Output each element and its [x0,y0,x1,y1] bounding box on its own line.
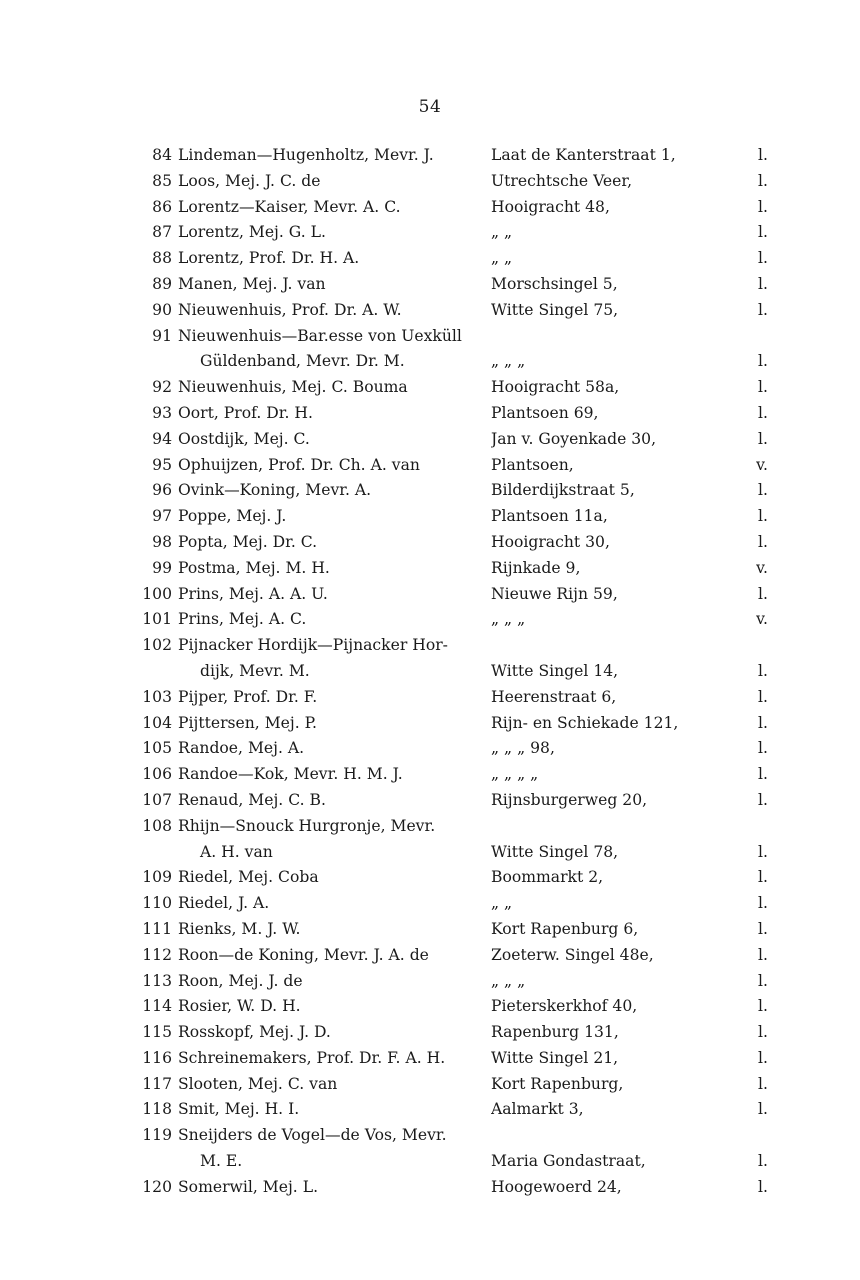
list-item [138,1123,778,1175]
list-item [138,195,778,221]
entry-name-cell [178,220,491,246]
list-item [138,1020,778,1046]
list-item [138,324,778,376]
entry-status: l. [758,687,768,706]
list-item [138,943,778,969]
list-item [138,1046,778,1072]
entry-status: l. [758,661,768,680]
entry-address: Hoogewoerd 24, [491,1177,622,1196]
entry-status: l. [758,971,768,990]
member-list [138,143,778,1201]
list-item [138,762,778,788]
list-item [138,1175,778,1201]
entry-name: Roon—de Koning, Mevr. J. A. de [178,945,429,964]
entry-status: l. [758,584,768,603]
entry-status: l. [758,1152,768,1171]
entry-name: Nieuwenhuis, Mej. C. Bouma [178,378,408,397]
entry-number: 93 [152,403,172,422]
entry-number: 95 [152,455,172,474]
entry-name-cell [178,375,491,401]
entry-number: 118 [142,1100,172,1119]
entry-name-cell [178,1072,491,1098]
entry-status: l. [758,919,768,938]
entry-status: l. [758,739,768,758]
entry-name-cell [178,582,491,608]
entry-name-cell [178,969,491,995]
entry-number: 98 [152,532,172,551]
entry-status: l. [758,223,768,242]
entry-name: Slooten, Mej. C. van [178,1074,338,1093]
list-item [138,272,778,298]
entry-address: Kort Rapenburg 6, [491,919,639,938]
entry-name: Rosskopf, Mej. J. D. [178,1023,331,1042]
entry-status: l. [758,868,768,887]
entry-number: 86 [152,197,172,216]
entry-address: Witte Singel 78, [491,842,619,861]
entry-name: Lorentz, Mej. G. L. [178,223,326,242]
entry-address: Utrechtsche Veer, [491,171,633,190]
list-item [138,685,778,711]
entry-number: 109 [142,868,172,887]
entry-number: 87 [152,223,172,242]
entry-name-cell [178,633,491,685]
entry-name: Rhijn—Snouck Hurgronje, Mevr. [178,816,436,835]
entry-address: „ „ [491,894,513,913]
entry-name: Prins, Mej. A. A. U. [178,584,328,603]
entry-address: „ „ „ [491,352,526,371]
entry-address: „ „ „ [491,610,526,629]
entry-status: l. [758,146,768,164]
list-item [138,917,778,943]
entry-name: Oostdijk, Mej. C. [178,429,310,448]
entry-status: l. [758,1177,768,1196]
entry-status: l. [758,378,768,397]
entry-status: l. [758,532,768,551]
entry-name: Randoe—Kok, Mevr. H. M. J. [178,765,403,784]
list-item [138,582,778,608]
entry-status: l. [758,945,768,964]
list-item [138,375,778,401]
list-item [138,453,778,479]
entry-address: Rapenburg 131, [491,1023,619,1042]
entry-address: Witte Singel 75, [491,300,619,319]
list-item [138,865,778,891]
entry-name: Pijper, Prof. Dr. F. [178,687,318,706]
entry-address: Zoeterw. Singel 48e, [491,945,654,964]
entry-address: Plantsoen 11a, [491,507,608,526]
entry-number: 96 [152,481,172,500]
entry-status: l. [758,1074,768,1093]
entry-name-cell [178,298,491,324]
entry-name-cell [178,478,491,504]
entry-name: Oort, Prof. Dr. H. [178,403,313,422]
entry-name: Sneijders de Vogel—de Vos, Mevr. [178,1126,447,1145]
entry-name: Lorentz, Prof. Dr. H. A. [178,249,360,268]
entry-name: Randoe, Mej. A. [178,739,305,758]
entry-name: Rienks, M. J. W. [178,919,301,938]
entry-number: 116 [142,1048,172,1067]
entry-status: l. [758,507,768,526]
list-item [138,478,778,504]
entry-name: Postma, Mej. M. H. [178,558,330,577]
entry-name-cell [178,1020,491,1046]
entry-number: 104 [142,713,172,732]
entry-name: Loos, Mej. J. C. de [178,171,321,190]
entry-name: Prins, Mej. A. C. [178,610,307,629]
entry-number: 97 [152,507,172,526]
list-item [138,504,778,530]
entry-address: Hooigracht 58a, [491,378,620,397]
entry-status: l. [758,403,768,422]
entry-address: „ „ „ [491,971,526,990]
entry-name: Lindeman—Hugenholtz, Mevr. J. [178,146,434,164]
entry-address: Jan v. Goyenkade 30, [491,429,657,448]
list-item [138,143,778,169]
entry-status: l. [758,997,768,1016]
entry-name-cell [178,246,491,272]
entry-address: Pieterskerkhof 40, [491,997,638,1016]
list-item [138,788,778,814]
entry-number: 119 [142,1126,172,1145]
entry-status: l. [758,1048,768,1067]
entry-name: Roon, Mej. J. de [178,971,303,990]
entry-address: Morschsingel 5, [491,274,618,293]
entry-number: 99 [152,558,172,577]
entry-status: l. [758,429,768,448]
entry-number: 114 [142,997,172,1016]
entry-status: v. [756,610,768,629]
list-item [138,169,778,195]
entry-number: 108 [142,816,172,835]
entry-name-cell [178,891,491,917]
entry-number: 94 [152,429,172,448]
entry-name: Somerwil, Mej. L. [178,1177,319,1196]
entry-name-continuation: M. E. [200,1152,243,1171]
list-item [138,994,778,1020]
entry-number: 85 [152,171,172,190]
entry-name: Pijttersen, Mej. P. [178,713,317,732]
entry-address: Witte Singel 14, [491,661,619,680]
entry-name: Schreinemakers, Prof. Dr. F. A. H. [178,1048,446,1067]
list-item [138,220,778,246]
entry-address: Witte Singel 21, [491,1048,619,1067]
entry-address: Hooigracht 48, [491,197,610,216]
entry-number: 91 [152,326,172,345]
entry-status: l. [758,765,768,784]
entry-address: „ „ [491,249,513,268]
entry-number: 100 [142,584,172,603]
list-item [138,736,778,762]
entry-name: Nieuwenhuis—Bar.esse von Uexküll [178,326,462,345]
entry-number: 112 [142,945,172,964]
entry-status: l. [758,274,768,293]
entry-name: Ovink—Koning, Mevr. A. [178,481,372,500]
entry-number: 90 [152,300,172,319]
entry-number: 115 [142,1023,172,1042]
list-item [138,1097,778,1123]
entry-name-cell [178,556,491,582]
entry-number: 105 [142,739,172,758]
entry-name: Nieuwenhuis, Prof. Dr. A. W. [178,300,402,319]
entry-name: Riedel, J. A. [178,894,270,913]
entry-status: l. [758,300,768,319]
entry-name-cell [178,143,491,169]
entry-name-cell [178,994,491,1020]
entry-name-cell [178,762,491,788]
entry-address: Maria Gondastraat, [491,1152,646,1171]
entry-address: Kort Rapenburg, [491,1074,624,1093]
entry-status: l. [758,1023,768,1042]
entry-name-continuation: Güldenband, Mevr. Dr. M. [200,352,405,371]
entry-number: 117 [142,1074,172,1093]
list-item [138,530,778,556]
entry-name: Smit, Mej. H. I. [178,1100,300,1119]
entry-name-continuation: dijk, Mevr. M. [200,661,310,680]
entry-address: Rijn- en Schiekade 121, [491,713,679,732]
entry-name-cell [178,917,491,943]
entry-name-cell [178,453,491,479]
entry-name-cell [178,1046,491,1072]
list-item [138,607,778,633]
entry-number: 92 [152,378,172,397]
entry-status: l. [758,790,768,809]
entry-name: Lorentz—Kaiser, Mevr. A. C. [178,197,401,216]
entry-number: 111 [142,919,172,938]
entry-name-continuation: A. H. van [200,842,273,861]
entry-address: „ „ [491,223,513,242]
entry-name: Popta, Mej. Dr. C. [178,532,318,551]
entry-name-cell [178,814,491,866]
entry-name-cell [178,736,491,762]
entry-name: Renaud, Mej. C. B. [178,790,326,809]
entry-number: 110 [142,894,172,913]
entry-address: „ „ „ „ [491,765,539,784]
entry-name-cell [178,607,491,633]
entry-name-cell [178,401,491,427]
entry-address: Rijnkade 9, [491,558,581,577]
entry-status: l. [758,171,768,190]
entry-name-cell [178,865,491,891]
entry-address: Plantsoen, [491,455,574,474]
entry-name: Rosier, W. D. H. [178,997,301,1016]
list-item [138,969,778,995]
entry-name-cell [178,788,491,814]
entry-address: Boommarkt 2, [491,868,604,887]
entry-address: Aalmarkt 3, [491,1100,584,1119]
entry-number: 102 [142,636,172,655]
entry-name-cell [178,1123,491,1175]
entry-number: 89 [152,274,172,293]
list-item [138,427,778,453]
entry-address: Bilderdijkstraat 5, [491,481,635,500]
list-item [138,891,778,917]
entry-name: Ophuijzen, Prof. Dr. Ch. A. van [178,455,420,474]
entry-number: 107 [142,790,172,809]
entry-address: Heerenstraat 6, [491,687,617,706]
entry-number: 103 [142,687,172,706]
entry-number: 101 [142,610,172,629]
page-number: 54 [418,97,442,117]
entry-name-cell [178,272,491,298]
entry-number: 106 [142,765,172,784]
list-item [138,246,778,272]
entry-name-cell [178,1175,491,1201]
entry-status: v. [756,455,768,474]
entry-name-cell [178,195,491,221]
entry-status: l. [758,249,768,268]
entry-name-cell [178,504,491,530]
entry-name-cell [178,685,491,711]
entry-number: 120 [142,1177,172,1196]
entry-name-cell [178,711,491,737]
entry-status: l. [758,352,768,371]
entry-number: 88 [152,249,172,268]
entry-address: Rijnsburgerweg 20, [491,790,648,809]
entry-status: l. [758,713,768,732]
entry-name: Poppe, Mej. J. [178,507,287,526]
entry-name-cell [178,530,491,556]
entry-name-cell [178,169,491,195]
list-item [138,633,778,685]
entry-name-cell [178,427,491,453]
list-item [138,711,778,737]
entry-address: „ „ „ 98, [491,739,555,758]
entry-name-cell [178,943,491,969]
entry-address: Hooigracht 30, [491,532,610,551]
list-item [138,401,778,427]
entry-address: Laat de Kanterstraat 1, [491,146,676,164]
entry-name: Riedel, Mej. Coba [178,868,319,887]
entry-status: l. [758,197,768,216]
entry-address: Plantsoen 69, [491,403,599,422]
entry-number: 113 [142,971,172,990]
entry-name: Pijnacker Hordijk—Pijnacker Hor- [178,636,448,655]
entry-status: l. [758,481,768,500]
entry-address: Nieuwe Rijn 59, [491,584,618,603]
entry-name: Manen, Mej. J. van [178,274,326,293]
entry-status: l. [758,1100,768,1119]
entry-status: l. [758,894,768,913]
entry-number: 84 [152,146,172,164]
entry-name-cell [178,324,491,376]
entry-status: v. [756,558,768,577]
entry-name-cell [178,1097,491,1123]
list-item [138,298,778,324]
list-item [138,814,778,866]
list-item [138,556,778,582]
list-item [138,1072,778,1098]
entry-status: l. [758,842,768,861]
